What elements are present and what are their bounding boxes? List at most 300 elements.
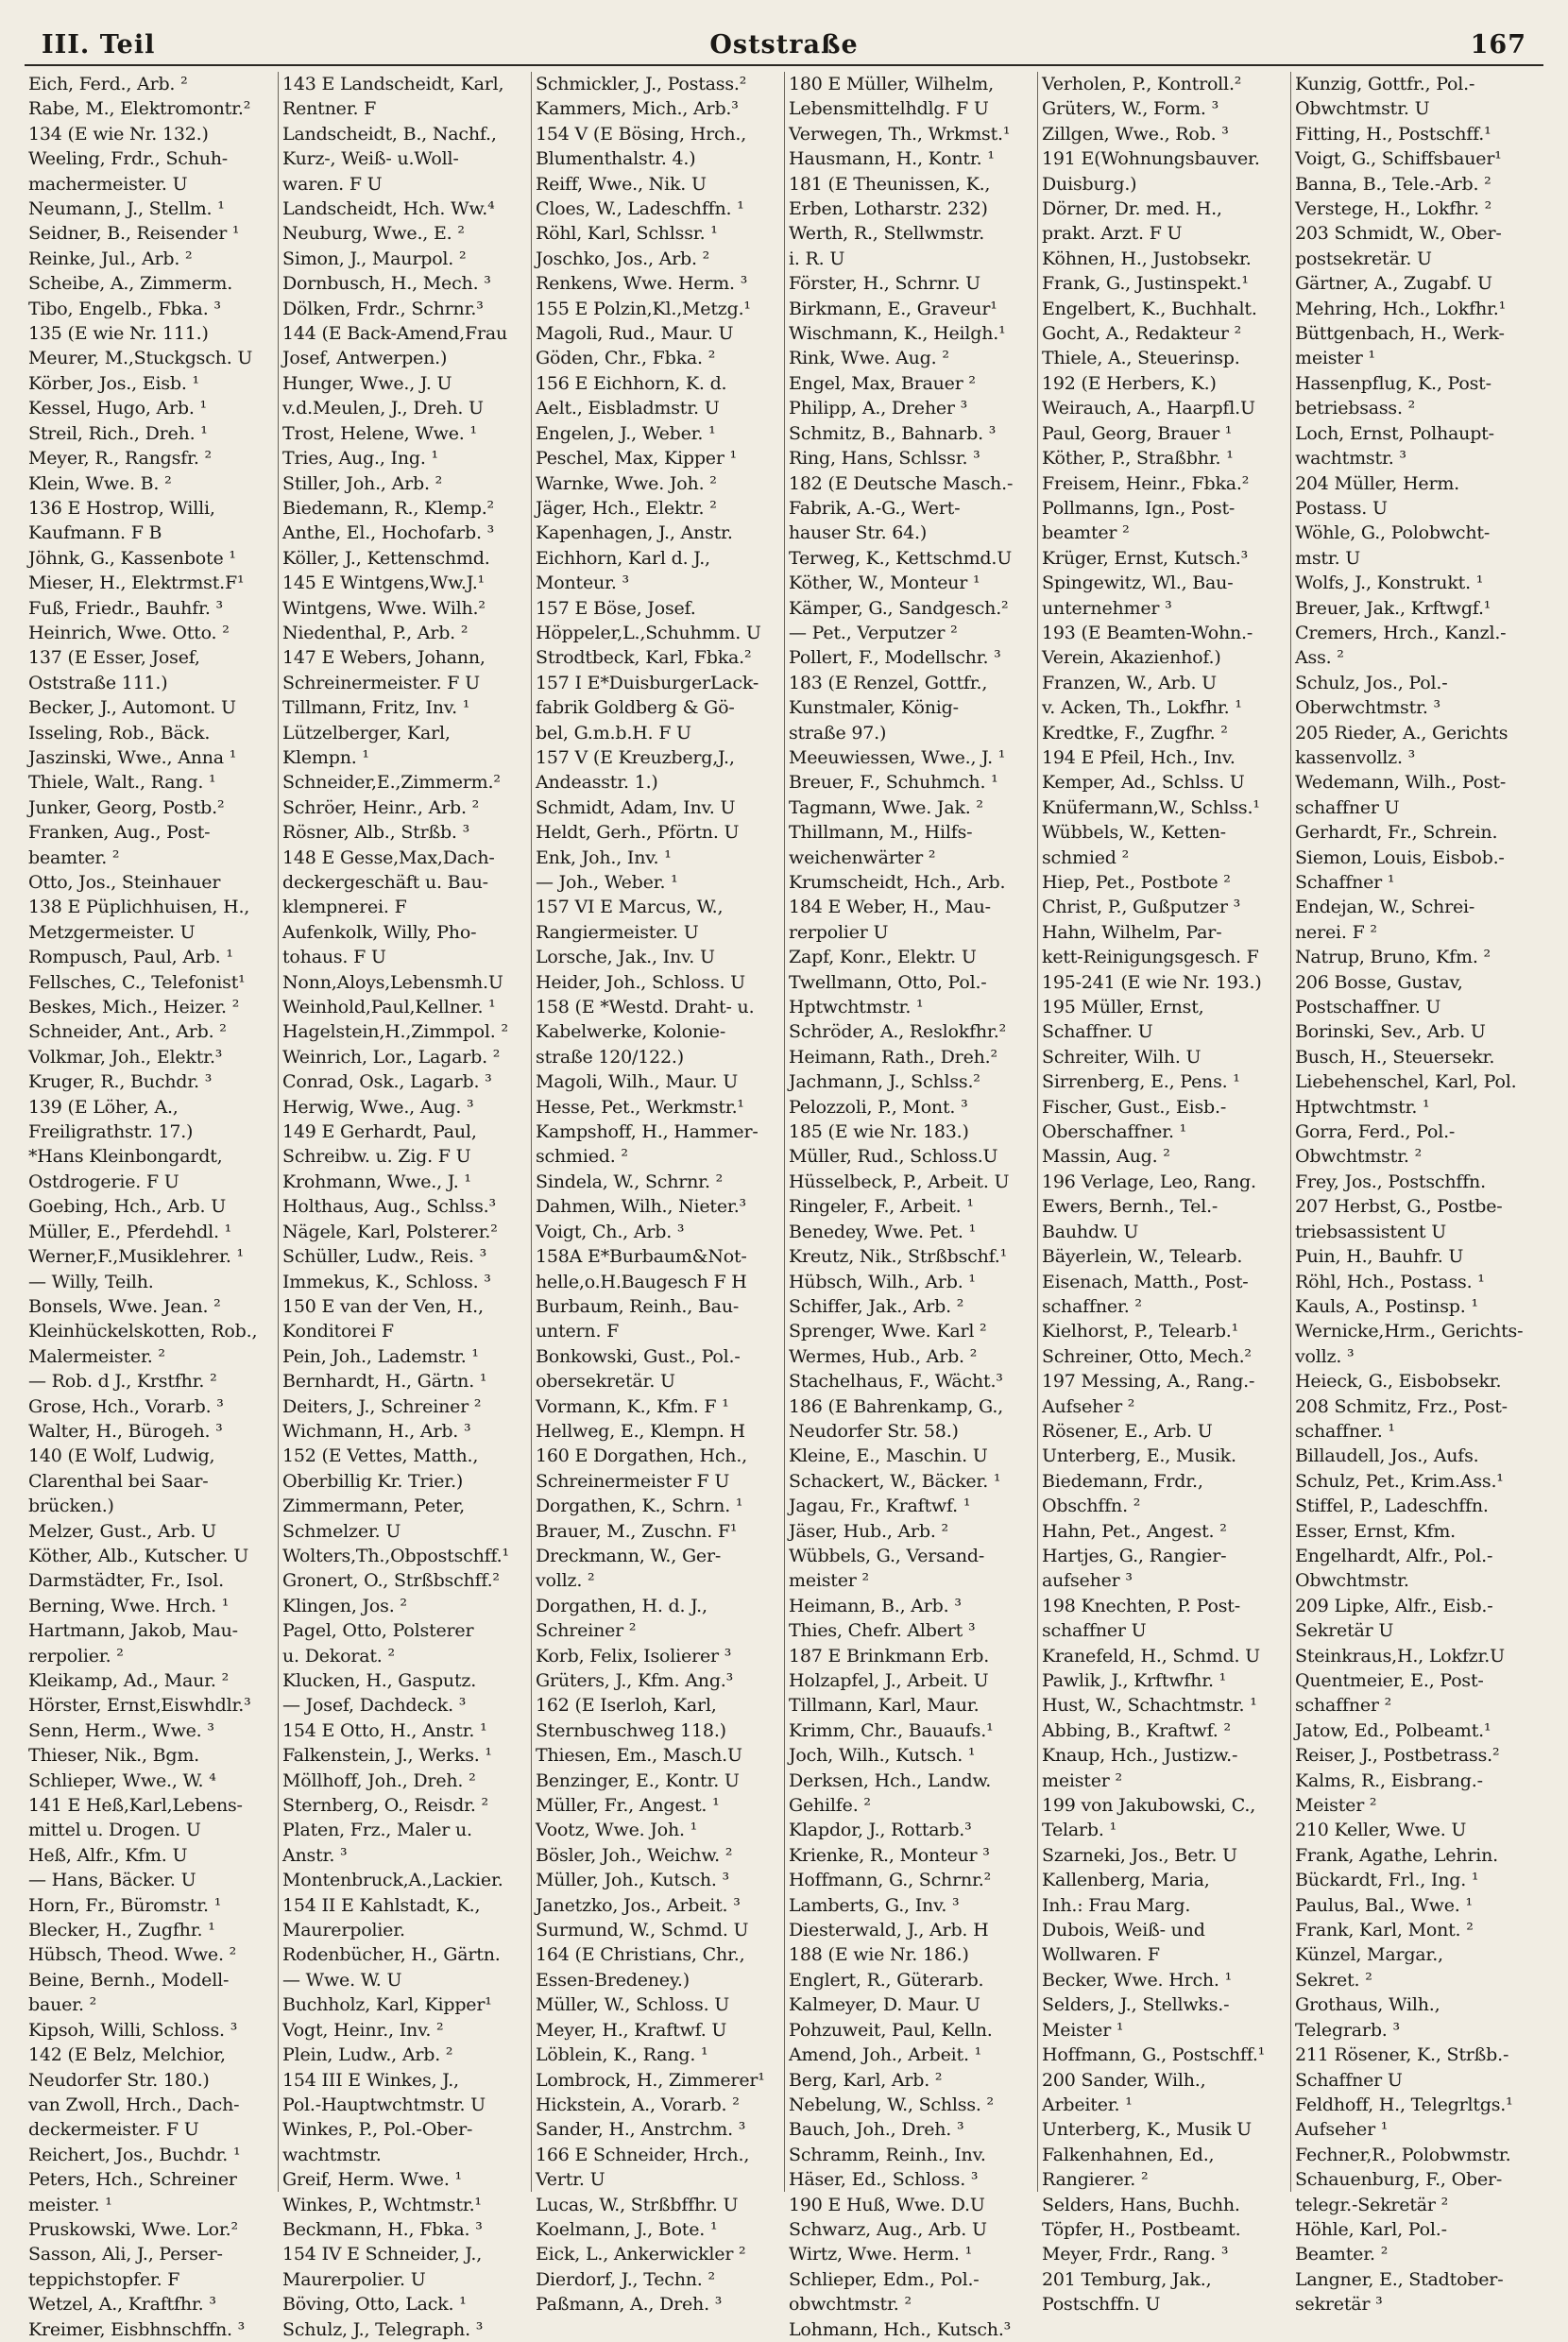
directory-entry-line: Ringeler, F., Arbeit. ¹ bbox=[789, 1196, 974, 1218]
directory-entry-line: Grothaus, Wilh., bbox=[1295, 1994, 1440, 2016]
directory-entry-line: Kipsoh, Willi, Schloss. ³ bbox=[28, 2019, 238, 2041]
directory-entry-line: Wetzel, A., Kraftfhr. ³ bbox=[28, 2294, 216, 2316]
directory-entry-line: meister ¹ bbox=[1295, 348, 1375, 369]
directory-entry-line: 166 E Schneider, Hrch., bbox=[536, 2144, 750, 2165]
directory-column-5 bbox=[1037, 72, 1291, 2316]
directory-entry-line: Meister ¹ bbox=[1042, 2019, 1124, 2041]
directory-entry-line: 154 V (E Bösing, Hrch., bbox=[536, 123, 747, 145]
directory-entry-line: Junker, Georg, Postb.² bbox=[28, 796, 225, 818]
directory-entry-line: Rodenbücher, H., Gärtn. bbox=[282, 1944, 501, 1966]
directory-entry-line: Dorgathen, H. d. J., bbox=[536, 1595, 707, 1616]
directory-entry-line: — Rob. d J., Krstfhr. ² bbox=[28, 1371, 217, 1393]
directory-entry-line: waren. F U bbox=[282, 173, 383, 195]
directory-entry-line: Joschko, Jos., Arb. ² bbox=[536, 248, 710, 269]
directory-entry-line: Grüters, W., Form. ³ bbox=[1042, 98, 1219, 120]
directory-entry-line: Rink, Wwe. Aug. ² bbox=[789, 348, 949, 369]
directory-entry-line: Beckmann, H., Fbka. ³ bbox=[282, 2218, 483, 2240]
directory-entry-line: Kemper, Ad., Schlss. U bbox=[1042, 772, 1245, 794]
directory-entry-line: Sasson, Ali, J., Perser- bbox=[28, 2244, 223, 2265]
directory-entry-line: Janetzko, Jos., Arbeit. ³ bbox=[536, 1894, 741, 1916]
directory-entry-line: Hptwchtmstr. ¹ bbox=[789, 997, 924, 1018]
directory-entry-line: Montenbruck,A.,Lackier. bbox=[282, 1870, 503, 1891]
directory-entry-line: Hübsch, Theod. Wwe. ² bbox=[28, 1944, 237, 1966]
directory-entry-line: Postschaffner. U bbox=[1295, 997, 1441, 1018]
directory-entry-line: straße 97.) bbox=[789, 722, 887, 744]
directory-entry-line: — Pet., Verputzer ² bbox=[789, 622, 958, 643]
directory-entry-line: meister ² bbox=[789, 1570, 869, 1592]
directory-entry-line: Meyer, Frdr., Rang. ³ bbox=[1042, 2244, 1229, 2265]
directory-entry-line: 140 (E Wolf, Ludwig, bbox=[28, 1445, 215, 1467]
directory-entry-line: Koelmann, J., Bote. ¹ bbox=[536, 2218, 718, 2240]
directory-entry-line: Horn, Fr., Büromstr. ¹ bbox=[28, 1894, 222, 1916]
directory-entry-line: Monteur. ³ bbox=[536, 573, 629, 594]
directory-entry-line: Schmickler, J., Postass.² bbox=[536, 74, 747, 94]
directory-entry-line: Engelen, J., Weber. ¹ bbox=[536, 422, 716, 444]
directory-entry-line: Eick, L., Ankerwickler ² bbox=[536, 2244, 746, 2265]
directory-entry-line: meister ² bbox=[1042, 1769, 1122, 1791]
directory-entry-line: Kapenhagen, J., Anstr. bbox=[536, 522, 733, 544]
directory-entry-line: telegr.-Sekretär ² bbox=[1295, 2194, 1449, 2215]
directory-entry-line: Heß, Alfr., Kfm. U bbox=[28, 1844, 188, 1866]
directory-entry-line: 160 E Dorgathen, Hch., bbox=[536, 1445, 748, 1467]
directory-entry-line: Plein, Ludw., Arb. ² bbox=[282, 2044, 453, 2066]
directory-entry-line: Tillmann, Fritz, Inv. ¹ bbox=[282, 697, 470, 719]
directory-entry-line: Gärtner, A., Zugabf. U bbox=[1295, 273, 1492, 295]
directory-entry-line: Pelozzoli, P., Mont. ³ bbox=[789, 1096, 968, 1118]
directory-entry-line: Möllhoff, Joh., Dreh. ² bbox=[282, 1769, 476, 1791]
directory-entry-line: Postass. U bbox=[1295, 497, 1388, 519]
directory-entry-line: Bonkowski, Gust., Pol.- bbox=[536, 1345, 741, 1367]
directory-entry-line: Schröder, A., Reslokfhr.² bbox=[789, 1021, 1006, 1043]
directory-entry-line: 152 (E Vettes, Matth., bbox=[282, 1445, 479, 1467]
directory-entry-line: Verholen, P., Kontroll.² bbox=[1042, 74, 1242, 94]
directory-entry-line: 142 (E Belz, Melchior, bbox=[28, 2044, 226, 2066]
directory-entry-line: Oberschaffner. ¹ bbox=[1042, 1121, 1187, 1143]
directory-entry-line: Puin, H., Bauhfr. U bbox=[1295, 1246, 1464, 1268]
directory-entry-line: 210 Keller, Wwe. U bbox=[1295, 1820, 1467, 1841]
directory-entry-line: Hiep, Pet., Postbote ² bbox=[1042, 872, 1231, 893]
directory-entry-line: Hickstein, A., Vorarb. ² bbox=[536, 2094, 740, 2115]
directory-entry-line: Wermes, Hub., Arb. ² bbox=[789, 1345, 978, 1367]
directory-entry-line: kett-Reinigungsgesch. F bbox=[1042, 947, 1259, 968]
directory-entry-line: sekretär ³ bbox=[1295, 2294, 1383, 2316]
directory-entry-line: 137 (E Esser, Josef, bbox=[28, 647, 200, 669]
directory-entry-line: rerpolier. ² bbox=[28, 1645, 124, 1667]
directory-entry-line: Müller, W., Schloss. U bbox=[536, 1994, 730, 2016]
directory-entry-line: Lombrock, H., Zimmerer¹ bbox=[536, 2069, 765, 2091]
directory-entry-line: Ewers, Bernh., Tel.- bbox=[1042, 1196, 1219, 1218]
directory-entry-line: Böving, Otto, Lack. ¹ bbox=[282, 2294, 467, 2316]
directory-entry-line: Schreinermeister. F U bbox=[282, 672, 480, 693]
columns-container bbox=[25, 72, 1543, 2340]
directory-entry-line: Sprenger, Wwe. Karl ² bbox=[789, 1321, 987, 1342]
directory-entry-line: Obwchtmstr. bbox=[1295, 1570, 1409, 1592]
directory-entry-line: Diesterwald, J., Arb. H bbox=[789, 1920, 989, 1941]
directory-entry-line: Frank, G., Justinspekt.¹ bbox=[1042, 273, 1249, 295]
directory-entry-line: 150 E van der Ven, H., bbox=[282, 1295, 484, 1317]
directory-entry-line: Sternbuschweg 118.) bbox=[536, 1719, 726, 1741]
directory-entry-line: 154 IV E Schneider, J., bbox=[282, 2244, 483, 2265]
directory-entry-line: Müller, Fr., Angest. ¹ bbox=[536, 1795, 720, 1817]
directory-entry-line: 156 E Eichhorn, K. d. bbox=[536, 372, 727, 394]
directory-entry-line: *Hans Kleinbongardt, bbox=[28, 1146, 223, 1168]
directory-entry-line: vollz. ² bbox=[536, 1570, 595, 1592]
directory-entry-line: Billaudell, Jos., Aufs. bbox=[1295, 1445, 1479, 1467]
directory-entry-line: Immekus, K., Schloss. ³ bbox=[282, 1271, 491, 1292]
directory-entry-line: Kreimer, Eisbhnschffn. ³ bbox=[28, 2318, 246, 2340]
directory-entry-line: Scheibe, A., Zimmerm. bbox=[28, 273, 233, 295]
directory-entry-line: 181 (E Theunissen, K., bbox=[789, 173, 991, 195]
directory-entry-line: Weinrich, Lor., Lagarb. ² bbox=[282, 1046, 501, 1068]
directory-entry-line: Metzgermeister. U bbox=[28, 921, 196, 943]
directory-entry-line: Magoli, Rud., Maur. U bbox=[536, 323, 734, 345]
directory-entry-line: Rangierer. ² bbox=[1042, 2169, 1149, 2191]
directory-entry-line: Reiff, Wwe., Nik. U bbox=[536, 173, 707, 195]
directory-entry-line: Müller, Rud., Schloss.U bbox=[789, 1146, 998, 1168]
directory-entry-line: Fitting, H., Postschff.¹ bbox=[1295, 123, 1491, 145]
directory-entry-line: Peschel, Max, Kipper ¹ bbox=[536, 448, 737, 470]
directory-entry-line: Nonn,Aloys,Lebensmh.U bbox=[282, 971, 503, 993]
directory-entry-line: Weeling, Frdr., Schuh- bbox=[28, 148, 229, 170]
directory-entry-line: Kleikamp, Ad., Maur. ² bbox=[28, 1670, 230, 1691]
directory-entry-line: 157 I E*DuisburgerLack- bbox=[536, 672, 759, 693]
directory-entry-line: Nebelung, W., Schlss. ² bbox=[789, 2094, 994, 2115]
directory-entry-line: Sindela, W., Schrnr. ² bbox=[536, 1171, 724, 1192]
directory-entry-line: Aufenkolk, Willy, Pho- bbox=[282, 921, 477, 943]
directory-entry-line: Zimmermann, Peter, bbox=[282, 1496, 466, 1517]
directory-entry-line: 211 Rösener, K., Strßb.- bbox=[1295, 2044, 1509, 2066]
directory-entry-line: Hartmann, Jakob, Mau- bbox=[28, 1620, 238, 1642]
directory-entry-line: Klein, Wwe. B. ² bbox=[28, 472, 172, 494]
directory-entry-line: Kielhorst, P., Telearb.¹ bbox=[1042, 1321, 1239, 1342]
directory-entry-line: Müller, E., Pferdehdl. ¹ bbox=[28, 1221, 232, 1242]
directory-entry-line: Niedenthal, P., Arb. ² bbox=[282, 622, 469, 643]
directory-entry-line: Lucas, W., Strßbffhr. U bbox=[536, 2194, 739, 2215]
directory-entry-line: Schüller, Ludw., Reis. ³ bbox=[282, 1246, 487, 1268]
directory-entry-line: 180 E Müller, Wilhelm, bbox=[789, 74, 994, 94]
directory-entry-line: Dreckmann, W., Ger- bbox=[536, 1545, 722, 1566]
directory-entry-line: 190 E Huß, Wwe. D.U bbox=[789, 2194, 985, 2215]
directory-entry-line: Conrad, Osk., Lagarb. ³ bbox=[282, 1071, 492, 1093]
directory-entry-line: Gorra, Ferd., Pol.- bbox=[1295, 1121, 1456, 1143]
directory-entry-line: deckermeister. F U bbox=[28, 2119, 199, 2141]
directory-entry-line: Körber, Jos., Eisb. ¹ bbox=[28, 372, 199, 394]
directory-entry-line: 162 (E Iserloh, Karl, bbox=[536, 1695, 717, 1717]
directory-entry-line: Postschffn. U bbox=[1042, 2294, 1161, 2316]
directory-entry-line: 200 Sander, Wilh., bbox=[1042, 2069, 1206, 2091]
directory-entry-line: Werth, R., Stellwmstr. bbox=[789, 223, 985, 245]
directory-entry-line: Schreiner, Otto, Mech.² bbox=[1042, 1345, 1252, 1367]
directory-entry-line: Kallenberg, Maria, bbox=[1042, 1870, 1210, 1891]
directory-entry-line: Fellsches, C., Telefonist¹ bbox=[28, 971, 246, 993]
directory-entry-line: Kabelwerke, Kolonie- bbox=[536, 1021, 726, 1043]
directory-entry-line: Kampshoff, H., Hammer- bbox=[536, 1121, 758, 1143]
directory-entry-line: beamter. ² bbox=[28, 846, 120, 868]
directory-entry-line: Vogt, Heinr., Inv. ² bbox=[282, 2019, 444, 2041]
directory-entry-line: 144 (E Back-Amend,Frau bbox=[282, 323, 508, 345]
directory-entry-line: Klucken, H., Gasputz. bbox=[282, 1670, 477, 1691]
directory-entry-line: Lorsche, Jak., Inv. U bbox=[536, 947, 715, 968]
directory-entry-line: Wübbels, W., Ketten- bbox=[1042, 822, 1226, 844]
directory-entry-line: Krohmann, Wwe., J. ¹ bbox=[282, 1171, 471, 1192]
directory-entry-line: Andeasstr. 1.) bbox=[536, 772, 658, 794]
directory-entry-line: Simon, J., Maurpol. ² bbox=[282, 248, 467, 269]
directory-entry-line: Herwig, Wwe., Aug. ³ bbox=[282, 1096, 474, 1118]
directory-entry-line: Borinski, Sev., Arb. U bbox=[1295, 1021, 1486, 1043]
directory-entry-line: Hübsch, Wilh., Arb. ¹ bbox=[789, 1271, 976, 1292]
directory-entry-line: Jatow, Ed., Polbeamt.¹ bbox=[1295, 1719, 1491, 1741]
directory-entry-line: beamter ² bbox=[1042, 522, 1130, 544]
directory-entry-line: 192 (E Herbers, K.) bbox=[1042, 372, 1217, 394]
directory-entry-line: Unterberg, E., Musik. bbox=[1042, 1445, 1236, 1467]
directory-entry-line: Selders, Hans, Buchh. bbox=[1042, 2194, 1240, 2215]
directory-entry-line: Jaszinski, Wwe., Anna ¹ bbox=[28, 746, 237, 768]
street-title: Oststraße bbox=[709, 30, 859, 60]
directory-entry-line: Hausmann, H., Kontr. ¹ bbox=[789, 148, 995, 170]
directory-entry-line: Loch, Ernst, Polhaupt- bbox=[1295, 422, 1494, 444]
directory-entry-line: Häser, Ed., Schloss. ³ bbox=[789, 2169, 979, 2191]
directory-entry-line: Vootz, Wwe. Joh. ¹ bbox=[536, 1820, 698, 1841]
directory-entry-line: Hunger, Wwe., J. U bbox=[282, 372, 452, 394]
directory-entry-line: Schaffner ¹ bbox=[1295, 872, 1395, 893]
directory-entry-line: Schröer, Heinr., Arb. ² bbox=[282, 796, 480, 818]
directory-entry-line: meister. ¹ bbox=[28, 2194, 112, 2215]
directory-entry-line: Zillgen, Wwe., Rob. ³ bbox=[1042, 123, 1229, 145]
directory-entry-line: unternehmer ³ bbox=[1042, 597, 1172, 619]
directory-entry-line: Hahn, Wilhelm, Par- bbox=[1042, 921, 1222, 943]
directory-entry-line: Dubois, Weiß- und bbox=[1042, 1920, 1205, 1941]
directory-entry-line: schaffner ² bbox=[1295, 1695, 1392, 1717]
directory-entry-line: Thieser, Nik., Bgm. bbox=[28, 1745, 200, 1767]
directory-entry-line: 199 von Jakubowski, C., bbox=[1042, 1795, 1256, 1817]
directory-entry-line: Landscheidt, Hch. Ww.⁴ bbox=[282, 198, 495, 220]
directory-entry-line: bauer. ² bbox=[28, 1994, 97, 2016]
directory-entry-line: 154 II E Kahlstadt, K., bbox=[282, 1894, 481, 1916]
directory-entry-line: Schmidt, Adam, Inv. U bbox=[536, 796, 736, 818]
directory-entry-line: Dornbusch, H., Mech. ³ bbox=[282, 273, 491, 295]
directory-entry-line: Hassenpflug, K., Post- bbox=[1295, 372, 1491, 394]
directory-entry-line: Pawlik, J., Krftwfhr. ¹ bbox=[1042, 1670, 1227, 1691]
directory-entry-line: Goebing, Hch., Arb. U bbox=[28, 1196, 227, 1218]
directory-entry-line: Frank, Karl, Mont. ² bbox=[1295, 1920, 1474, 1941]
directory-entry-line: Otto, Jos., Steinhauer bbox=[28, 872, 221, 893]
directory-entry-line: Wernicke,Hrm., Gerichts- bbox=[1295, 1321, 1524, 1342]
directory-entry-line: 147 E Webers, Johann, bbox=[282, 647, 486, 669]
directory-entry-line: Schaffner U bbox=[1295, 2069, 1403, 2091]
directory-entry-line: Künzel, Margar., bbox=[1295, 1944, 1443, 1966]
directory-entry-line: Gronert, O., Strßbschff.² bbox=[282, 1570, 500, 1592]
directory-entry-line: Birkmann, E., Graveur¹ bbox=[789, 298, 997, 319]
directory-entry-line: Englert, R., Güterarb. bbox=[789, 1969, 984, 1991]
directory-entry-line: mstr. U bbox=[1295, 547, 1361, 569]
directory-entry-line: Thies, Chefr. Albert ³ bbox=[789, 1620, 976, 1642]
directory-entry-line: 145 E Wintgens,Ww.J.¹ bbox=[282, 573, 485, 594]
directory-entry-line: Siemon, Louis, Eisbob.- bbox=[1295, 846, 1505, 868]
directory-entry-line: Pol.-Hauptwchtmstr. U bbox=[282, 2094, 486, 2115]
directory-entry-line: Quentmeier, E., Post- bbox=[1295, 1670, 1484, 1691]
directory-entry-line: Franken, Aug., Post- bbox=[28, 822, 211, 844]
directory-entry-line: Oberwchtmstr. ³ bbox=[1295, 697, 1440, 719]
directory-entry-line: weichenwärter ² bbox=[789, 846, 936, 868]
directory-entry-line: Mehring, Hch., Lokfhr.¹ bbox=[1295, 298, 1507, 319]
directory-entry-line: Wischmann, K., Heilgh.¹ bbox=[789, 323, 1006, 345]
directory-entry-line: Röhl, Karl, Schlssr. ¹ bbox=[536, 223, 718, 245]
directory-entry-line: schmied. ² bbox=[536, 1146, 628, 1168]
directory-entry-line: — Hans, Bäcker. U bbox=[28, 1870, 196, 1891]
directory-entry-line: Köller, J., Kettenschmd. bbox=[282, 547, 490, 569]
directory-entry-line: Busch, H., Steuersekr. bbox=[1295, 1046, 1495, 1068]
directory-entry-line: Obschffn. ² bbox=[1042, 1496, 1141, 1517]
directory-entry-line: Neuburg, Wwe., E. ² bbox=[282, 223, 465, 245]
directory-entry-line: 134 (E wie Nr. 132.) bbox=[28, 123, 209, 145]
directory-entry-line: 209 Lipke, Alfr., Eisb.- bbox=[1295, 1595, 1493, 1616]
directory-entry-line: Vertr. U bbox=[536, 2169, 605, 2191]
directory-entry-line: van Zwoll, Hrch., Dach- bbox=[28, 2094, 240, 2115]
directory-entry-line: Spingewitz, Wl., Bau- bbox=[1042, 573, 1234, 594]
directory-page bbox=[25, 28, 1543, 2340]
directory-entry-line: Warnke, Wwe. Joh. ² bbox=[536, 472, 717, 494]
directory-entry-line: Oberbillig Kr. Trier.) bbox=[282, 1470, 464, 1492]
directory-entry-line: Gehilfe. ² bbox=[789, 1795, 871, 1817]
directory-entry-line: Arbeiter. ¹ bbox=[1042, 2094, 1133, 2115]
directory-entry-line: Thillmann, M., Hilfs- bbox=[789, 822, 973, 844]
directory-entry-line: Hoffmann, G., Postschff.¹ bbox=[1042, 2044, 1266, 2066]
directory-entry-line: Endejan, W., Schrei- bbox=[1295, 897, 1475, 918]
directory-entry-line: Greif, Herm. Wwe. ¹ bbox=[282, 2169, 462, 2191]
directory-entry-line: Burbaum, Reinh., Bau- bbox=[536, 1295, 740, 1317]
directory-entry-line: Dörner, Dr. med. H., bbox=[1042, 198, 1222, 220]
directory-entry-line: obersekretär. U bbox=[536, 1371, 675, 1393]
directory-entry-line: Wolfs, J., Konstrukt. ¹ bbox=[1295, 573, 1484, 594]
directory-entry-line: Meyer, H., Kraftwf. U bbox=[536, 2019, 727, 2041]
directory-entry-line: 208 Schmitz, Frz., Post- bbox=[1295, 1395, 1508, 1417]
directory-entry-line: Grüters, J., Kfm. Ang.³ bbox=[536, 1670, 734, 1691]
directory-entry-line: Clarenthal bei Saar- bbox=[28, 1470, 209, 1492]
directory-entry-line: tohaus. F U bbox=[282, 947, 386, 968]
directory-entry-line: Frey, Jos., Postschffn. bbox=[1295, 1171, 1486, 1192]
directory-entry-line: Köther, W., Monteur ¹ bbox=[789, 573, 980, 594]
directory-entry-line: Reiser, J., Postbetrass.² bbox=[1295, 1745, 1500, 1767]
directory-entry-line: Kammers, Mich., Arb.³ bbox=[536, 98, 739, 120]
directory-entry-line: 201 Temburg, Jak., bbox=[1042, 2268, 1212, 2290]
directory-entry-line: Benedey, Wwe. Pet. ¹ bbox=[789, 1221, 977, 1242]
directory-entry-line: Hartjes, G., Rangier- bbox=[1042, 1545, 1227, 1566]
directory-entry-line: Derksen, Hch., Landw. bbox=[789, 1769, 992, 1791]
directory-entry-line: Stiffel, P., Ladeschffn. bbox=[1295, 1496, 1489, 1517]
directory-column-1 bbox=[25, 72, 278, 2340]
page-header bbox=[25, 28, 1543, 66]
directory-entry-line: Stachelhaus, F., Wächt.³ bbox=[789, 1371, 1003, 1393]
directory-entry-line: Dorgathen, K., Schrn. ¹ bbox=[536, 1496, 743, 1517]
directory-entry-line: Maurerpolier. U bbox=[282, 2268, 426, 2290]
part-label: III. Teil bbox=[42, 30, 156, 60]
directory-entry-line: Cloes, W., Ladeschffn. ¹ bbox=[536, 198, 744, 220]
directory-entry-line: Ass. ² bbox=[1295, 647, 1344, 669]
directory-entry-line: Kunstmaler, König- bbox=[789, 697, 959, 719]
directory-entry-line: Schreiter, Wilh. U bbox=[1042, 1046, 1202, 1068]
directory-entry-line: Wollwaren. F bbox=[1042, 1944, 1160, 1966]
directory-entry-line: Buchholz, Karl, Kipper¹ bbox=[282, 1994, 492, 2016]
page-number: 167 bbox=[1470, 30, 1526, 60]
directory-entry-line: 157 E Böse, Josef. bbox=[536, 597, 696, 619]
directory-entry-line: Hellweg, E., Klempn. H bbox=[536, 1420, 745, 1442]
directory-entry-line: 194 E Pfeil, Hch., Inv. bbox=[1042, 746, 1236, 768]
directory-entry-line: Schneider, Ant., Arb. ² bbox=[28, 1021, 227, 1043]
directory-entry-line: schaffner. ¹ bbox=[1295, 1420, 1395, 1442]
directory-entry-line: Schwarz, Aug., Arb. U bbox=[789, 2218, 987, 2240]
directory-entry-line: mittel u. Drogen. U bbox=[28, 1820, 201, 1841]
directory-entry-line: Kruger, R., Buchdr. ³ bbox=[28, 1071, 213, 1093]
directory-column-6 bbox=[1290, 72, 1544, 2316]
directory-entry-line: Schlieper, Wwe., W. ⁴ bbox=[28, 1769, 216, 1791]
directory-entry-line: Deiters, J., Schreiner ² bbox=[282, 1395, 482, 1417]
directory-entry-line: Zapf, Konr., Elektr. U bbox=[789, 947, 977, 968]
directory-entry-line: 183 (E Renzel, Gottfr., bbox=[789, 672, 988, 693]
directory-entry-line: Esser, Ernst, Kfm. bbox=[1295, 1520, 1457, 1542]
directory-entry-line: Klapdor, J., Rottarb.³ bbox=[789, 1820, 972, 1841]
directory-entry-line: Meister ² bbox=[1295, 1795, 1377, 1817]
directory-entry-line: Hüsselbeck, P., Arbeit. U bbox=[789, 1171, 1010, 1192]
directory-entry-line: Kreutz, Nik., Strßbschf.¹ bbox=[789, 1246, 1008, 1268]
directory-entry-line: Thiele, Walt., Rang. ¹ bbox=[28, 772, 216, 794]
directory-entry-line: Landscheidt, B., Nachf., bbox=[282, 123, 497, 145]
directory-entry-line: Krimm, Chr., Bauaufs.¹ bbox=[789, 1719, 994, 1741]
directory-entry-line: Krumscheidt, Hch., Arb. bbox=[789, 872, 1006, 893]
directory-entry-line: Aufseher ² bbox=[1042, 1395, 1135, 1417]
directory-entry-line: Aufseher ¹ bbox=[1295, 2119, 1389, 2141]
directory-entry-line: Schreibw. u. Zig. F U bbox=[282, 1146, 471, 1168]
directory-entry-line: Hörster, Ernst,Eiswhdlr.³ bbox=[28, 1695, 251, 1717]
directory-entry-line: Beamter. ² bbox=[1295, 2244, 1389, 2265]
directory-entry-line: Breuer, F., Schuhmch. ¹ bbox=[789, 772, 998, 794]
directory-entry-line: Neudorfer Str. 58.) bbox=[789, 1420, 959, 1442]
directory-entry-line: Ring, Hans, Schlssr. ³ bbox=[789, 448, 980, 470]
directory-entry-line: Dölken, Frdr., Schrnr.³ bbox=[282, 298, 484, 319]
directory-entry-line: Schramm, Reinh., Inv. bbox=[789, 2144, 986, 2165]
directory-entry-line: 157 V (E Kreuzberg,J., bbox=[536, 746, 735, 768]
directory-entry-line: Hust, W., Schachtmstr. ¹ bbox=[1042, 1695, 1257, 1717]
directory-entry-line: Peters, Hch., Schreiner bbox=[28, 2169, 237, 2191]
directory-entry-line: betriebsass. ² bbox=[1295, 398, 1416, 419]
directory-entry-line: Josef, Antwerpen.) bbox=[282, 348, 448, 369]
directory-entry-line: v.d.Meulen, J., Dreh. U bbox=[282, 398, 484, 419]
directory-entry-line: Winkes, P., Pol.-Ober- bbox=[282, 2119, 473, 2141]
directory-entry-line: 195-241 (E wie Nr. 193.) bbox=[1042, 971, 1262, 993]
directory-entry-line: kassenvollz. ³ bbox=[1295, 746, 1416, 768]
directory-entry-line: Biedemann, Frdr., bbox=[1042, 1470, 1203, 1492]
directory-entry-line: aufseher ³ bbox=[1042, 1570, 1133, 1592]
directory-entry-line: Essen-Bredeney.) bbox=[536, 1969, 690, 1991]
directory-entry-line: Büttgenbach, H., Werk- bbox=[1295, 323, 1505, 345]
directory-entry-line: Korb, Felix, Isolierer ³ bbox=[536, 1645, 732, 1667]
directory-entry-line: Jachmann, J., Schlss.² bbox=[789, 1071, 980, 1093]
directory-entry-line: Bäyerlein, W., Telearb. bbox=[1042, 1246, 1243, 1268]
directory-entry-line: Nägele, Karl, Polsterer.² bbox=[282, 1221, 498, 1242]
directory-entry-line: Twellmann, Otto, Pol.- bbox=[789, 971, 987, 993]
directory-entry-line: Freiligrathstr. 17.) bbox=[28, 1121, 194, 1143]
directory-entry-line: Schiffer, Jak., Arb. ² bbox=[789, 1295, 964, 1317]
directory-entry-line: wachtmstr. ³ bbox=[1295, 448, 1406, 470]
directory-entry-line: 196 Verlage, Leo, Rang. bbox=[1042, 1171, 1256, 1192]
directory-entry-line: Knüfermann,W., Schlss.¹ bbox=[1042, 796, 1260, 818]
directory-entry-line: Pollmanns, Ign., Post- bbox=[1042, 497, 1236, 519]
directory-entry-line: Bernhardt, H., Gärtn. ¹ bbox=[282, 1371, 487, 1393]
directory-entry-line: Malermeister. ² bbox=[28, 1345, 165, 1367]
directory-entry-line: Philipp, A., Dreher ³ bbox=[789, 398, 968, 419]
directory-entry-line: 207 Herbst, G., Postbe- bbox=[1295, 1196, 1503, 1218]
directory-entry-line: fabrik Goldberg & Gö- bbox=[536, 697, 735, 719]
directory-entry-line: Becker, Wwe. Hrch. ¹ bbox=[1042, 1969, 1233, 1991]
